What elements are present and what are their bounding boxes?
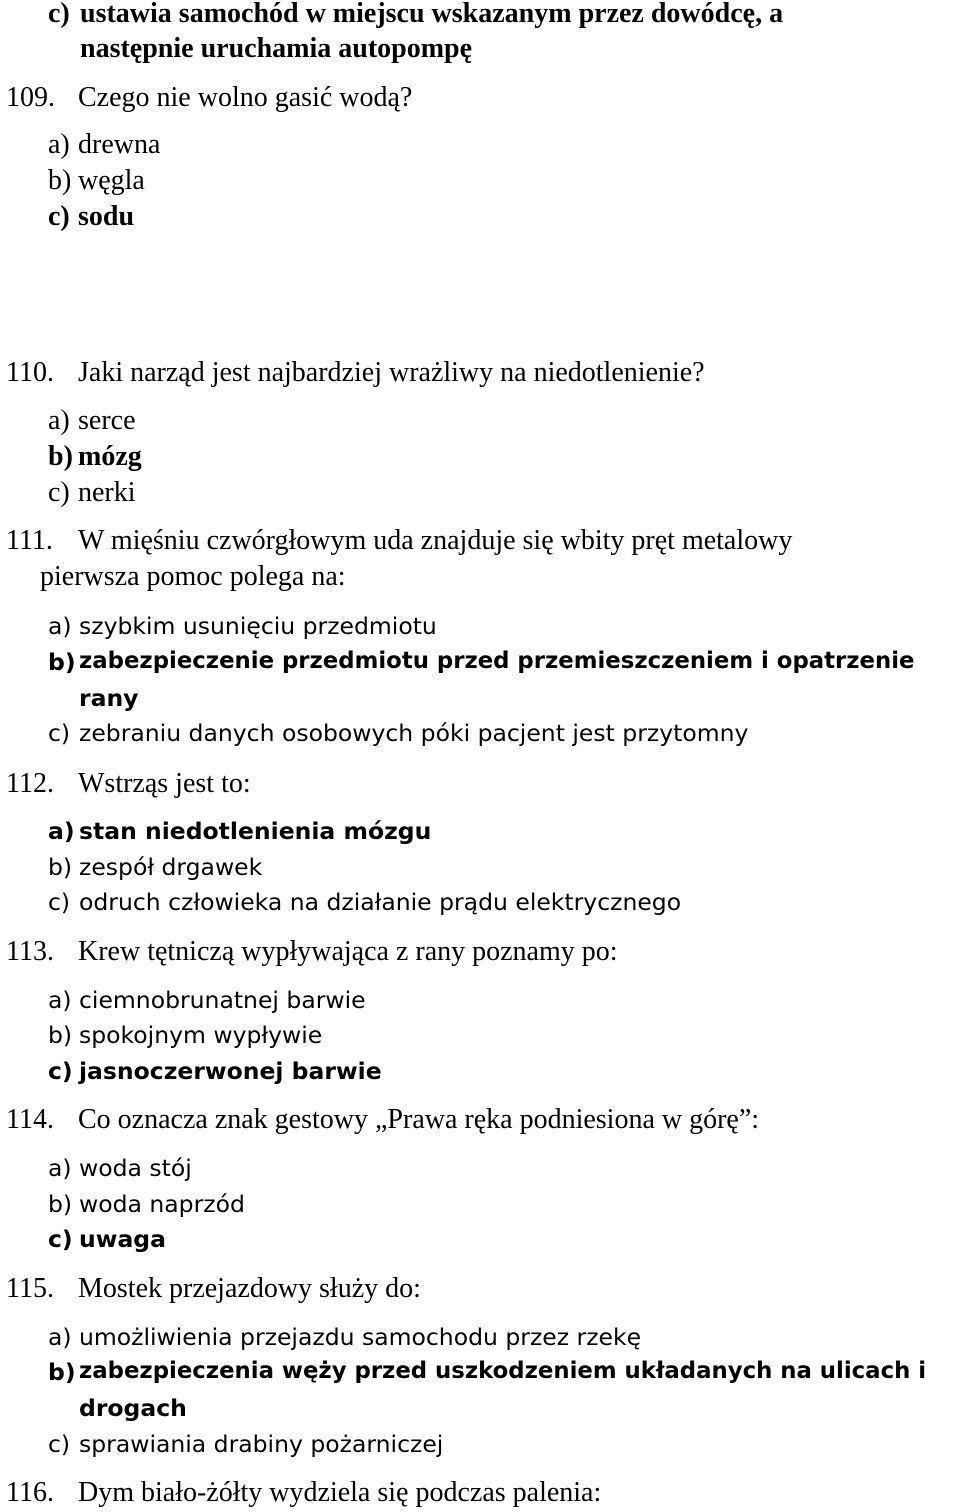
answer-text: stan niedotlenienia mózgu (79, 817, 432, 845)
answer-text: rany (79, 684, 139, 712)
question-number: 113. (6, 936, 54, 967)
answer-108-c-continued (80, 33, 472, 65)
answer-text: nerki (78, 477, 136, 508)
question-text: Jaki narząd jest najbardziej wrażliwy na niedotlenienie? (78, 357, 705, 388)
answer-115-b-continued (79, 1394, 187, 1422)
question-number: 109. (6, 82, 55, 113)
question-text: Krew tętniczą wypływająca z rany poznamy po: (78, 936, 618, 967)
answer-text: drewna (78, 129, 161, 160)
answer-text: zespół drgawek (79, 853, 263, 881)
answer-label: a) (48, 1154, 72, 1182)
question-text: W mięśniu czwórgłowym uda znajduje się wbity pręt metalowy (78, 525, 793, 556)
answer-label: b) (48, 853, 73, 881)
answer-label: b) (48, 648, 76, 676)
answer-text: ustawia samochód w miejscu wskazanym przez dowódcę, a (80, 0, 784, 29)
answer-label: c) (48, 719, 71, 747)
answer-label: c) (48, 0, 70, 29)
answer-label: b) (48, 165, 72, 196)
answer-text: umożliwienia przejazdu samochodu przez rzekę (79, 1323, 642, 1351)
answer-label: c) (48, 1430, 71, 1458)
answer-label: b) (48, 1190, 73, 1218)
answer-111-b-continued (79, 684, 139, 712)
answer-text: zabezpieczenia węży przed uszkodzeniem układanych na ulicach i (79, 1358, 927, 1384)
answer-label: b) (48, 1358, 76, 1386)
answer-label: c) (48, 1225, 73, 1253)
answer-text: węgla (78, 165, 145, 196)
answer-text: jasnoczerwonej barwie (79, 1057, 382, 1085)
answer-text: zebraniu danych osobowych póki pacjent jest przytomny (79, 719, 749, 747)
answer-label: a) (48, 129, 70, 160)
answer-label: c) (48, 477, 70, 508)
answer-text: serce (78, 405, 136, 436)
answer-text: woda stój (79, 1154, 192, 1182)
answer-label: b) (48, 441, 73, 472)
answer-text: zabezpieczenie przedmiotu przed przemieszczeniem i opatrzenie (79, 648, 915, 674)
answer-label: a) (48, 405, 70, 436)
question-text: pierwsza pomoc polega na: (40, 561, 346, 592)
answer-text: sprawiania drabiny pożarniczej (79, 1430, 444, 1458)
answer-label: a) (48, 612, 72, 640)
question-111-continued (40, 561, 346, 593)
answer-text: sodu (78, 201, 135, 232)
answer-label: c) (48, 888, 71, 916)
question-text: Wstrząs jest to: (78, 768, 251, 799)
question-text: Dym biało-żółty wydziela się podczas palenia: (78, 1477, 602, 1508)
answer-label: c) (48, 1057, 73, 1085)
question-number: 116. (6, 1477, 54, 1508)
answer-text: szybkim usunięciu przedmiotu (79, 612, 437, 640)
answer-text: drogach (79, 1394, 187, 1422)
answer-text: uwaga (79, 1225, 166, 1253)
answer-text: ciemnobrunatnej barwie (79, 986, 366, 1014)
answer-text: odruch człowieka na działanie prądu elektrycznego (79, 888, 682, 916)
answer-text: woda naprzód (79, 1190, 245, 1218)
answer-label: a) (48, 986, 72, 1014)
answer-label: a) (48, 817, 75, 845)
question-number: 112. (6, 768, 54, 799)
answer-label: b) (48, 1021, 73, 1049)
question-number: 110. (6, 357, 54, 388)
question-text: Mostek przejazdowy służy do: (78, 1273, 421, 1304)
answer-label: c) (48, 201, 70, 232)
question-number: 114. (6, 1104, 54, 1135)
answer-text: następnie uruchamia autopompę (80, 33, 473, 64)
answer-text: mózg (78, 441, 142, 472)
question-number: 111. (6, 525, 53, 556)
question-number: 115. (6, 1273, 54, 1304)
question-text: Czego nie wolno gasić wodą? (78, 82, 413, 113)
answer-text: spokojnym wypływie (79, 1021, 323, 1049)
question-text: Co oznacza znak gestowy „Prawa ręka podniesiona w górę”: (78, 1104, 760, 1135)
answer-label: a) (48, 1323, 72, 1351)
